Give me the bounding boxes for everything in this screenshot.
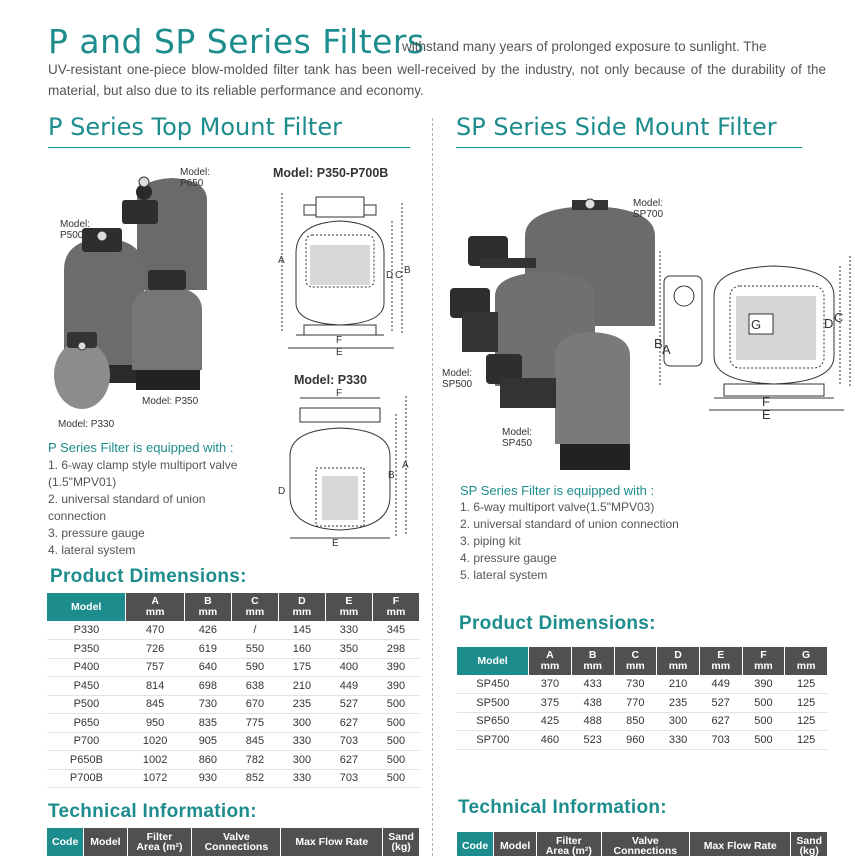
table-cell: 527	[325, 695, 372, 714]
tech-header: Valve Connections	[192, 828, 281, 856]
dims-header-name: D	[674, 649, 682, 661]
dims-header-name: G	[802, 649, 811, 661]
table-row	[47, 732, 420, 751]
p-equipped-title: P Series Filter is equipped with :	[48, 440, 234, 455]
table-cell: 500	[372, 695, 419, 714]
table-cell: 930	[184, 769, 231, 788]
table-cell: P700	[47, 732, 126, 751]
dims-header-name: C	[251, 595, 259, 607]
dims-header-unit: mm	[626, 660, 645, 672]
table-cell: P500	[47, 695, 126, 714]
p-series-product-photo	[52, 160, 262, 410]
table-cell: 330	[278, 769, 325, 788]
dims-header-a	[529, 647, 572, 675]
letter-b-2: B	[388, 470, 395, 481]
table-row	[457, 694, 828, 713]
table-cell: P650	[47, 714, 126, 733]
p-series-title: P Series Top Mount Filter	[48, 113, 342, 141]
table-cell: 460	[529, 731, 572, 750]
table-cell: 438	[571, 694, 614, 713]
table-cell: SP650	[457, 712, 529, 731]
table-cell: 1020	[126, 732, 184, 751]
table-cell: 125	[785, 731, 828, 750]
table-cell: 782	[231, 751, 278, 770]
letter-a-3: A	[662, 342, 671, 357]
sp-equipped-item: 4. pressure gauge	[460, 551, 557, 565]
p-dimensions-table	[47, 593, 420, 788]
table-cell: 860	[184, 751, 231, 770]
table-cell: 638	[231, 677, 278, 696]
table-row	[47, 751, 420, 770]
table-cell: 627	[699, 712, 742, 731]
table-cell: 160	[278, 640, 325, 659]
table-cell: 703	[325, 732, 372, 751]
dims-header-name: Model	[477, 654, 508, 667]
table-row	[47, 658, 420, 677]
sp-equipped-item: 5. lateral system	[460, 568, 548, 582]
letter-b-3: B	[654, 336, 663, 351]
table-cell: 845	[231, 732, 278, 751]
letter-f-2: F	[336, 388, 343, 399]
sp-tech-title: Technical Information:	[458, 797, 667, 818]
dims-header-unit: mm	[540, 660, 560, 672]
dims-header-name: F	[392, 595, 400, 607]
dims-header-f	[742, 647, 785, 675]
dims-header-d	[657, 647, 700, 675]
p-tech-table	[47, 828, 420, 856]
table-cell: 210	[278, 677, 325, 696]
table-cell: 619	[184, 640, 231, 659]
table-cell: 814	[126, 677, 184, 696]
dims-header-name: C	[631, 649, 640, 661]
table-cell: SP450	[457, 675, 529, 694]
dims-header-unit: mm	[796, 660, 816, 672]
tech-header: Filter Area (m²)	[537, 832, 602, 856]
letter-d-2: D	[278, 486, 286, 497]
table-cell: 300	[278, 714, 325, 733]
table-cell: 726	[126, 640, 184, 659]
letter-f-1: F	[336, 335, 343, 346]
table-cell: 775	[231, 714, 278, 733]
dims-header-name: B	[588, 649, 597, 661]
table-row	[47, 621, 420, 640]
table-cell: 433	[571, 675, 614, 694]
p-tech-title: Technical Information:	[48, 801, 257, 822]
table-cell: P350	[47, 640, 126, 659]
dims-header-unit: mm	[198, 606, 218, 618]
sp-dimensions-table	[457, 647, 828, 750]
p330-dimension-diagram	[276, 386, 416, 546]
p-dimensions-title: Product Dimensions:	[50, 566, 247, 587]
table-cell: 527	[699, 694, 742, 713]
dims-header-name: Model	[71, 600, 102, 613]
table-cell: 390	[372, 677, 419, 696]
table-cell: P400	[47, 658, 126, 677]
table-cell: SP700	[457, 731, 529, 750]
sp-tech-table	[457, 832, 828, 856]
table-cell: 500	[372, 714, 419, 733]
tech-header: Code	[457, 832, 494, 856]
table-cell: 330	[657, 731, 700, 750]
letter-d-1: D	[386, 270, 394, 281]
p-equipped-item: 4. lateral system	[48, 543, 136, 557]
p-equipped-list	[48, 457, 238, 559]
table-cell: P330	[47, 621, 126, 640]
table-cell: P450	[47, 677, 126, 696]
tech-header: Filter Area (m²)	[127, 828, 192, 856]
table-row	[457, 675, 828, 694]
dims-header-unit: mm	[339, 606, 359, 618]
dims-header-unit: mm	[386, 606, 406, 618]
dims-header-name: E	[345, 595, 353, 607]
table-cell: 125	[785, 675, 828, 694]
letter-e-3: E	[762, 407, 771, 422]
table-cell: 500	[742, 712, 785, 731]
diagram-p330-title: Model: P330	[294, 373, 367, 387]
p-equipped-item: 1. 6-way clamp style multiport valve (1.5"MPV01)	[48, 458, 238, 489]
dims-header-unit: mm	[754, 660, 773, 672]
letter-d-3: D	[824, 316, 834, 331]
table-cell: 500	[742, 731, 785, 750]
dims-header-d	[278, 593, 325, 621]
sp-series-title: SP Series Side Mount Filter	[456, 113, 777, 141]
label-p650: Model: P650	[180, 167, 211, 189]
table-cell: 125	[785, 712, 828, 731]
table-row	[47, 677, 420, 696]
tech-header: Sand (kg)	[383, 828, 420, 856]
dims-header-name: F	[760, 649, 767, 661]
diagram-p350-p700b-title: Model: P350-P700B	[273, 166, 389, 180]
table-cell: P700B	[47, 769, 126, 788]
dims-header-f	[372, 593, 419, 621]
table-cell: 500	[372, 732, 419, 751]
table-cell: 330	[325, 621, 372, 640]
table-row	[47, 769, 420, 788]
table-cell: 757	[126, 658, 184, 677]
table-row	[457, 712, 828, 731]
table-cell: 852	[231, 769, 278, 788]
table-row	[47, 640, 420, 659]
table-cell: 1072	[126, 769, 184, 788]
label-p350: Model: P350	[142, 396, 199, 407]
dims-header-c	[231, 593, 278, 621]
table-cell: 125	[785, 694, 828, 713]
sp-dimension-diagram	[654, 236, 854, 426]
table-cell: 703	[699, 731, 742, 750]
table-cell: 770	[614, 694, 657, 713]
tech-header: Max Flow Rate	[690, 832, 791, 856]
dims-header-model	[457, 647, 529, 675]
table-row	[47, 695, 420, 714]
dims-header-b	[571, 647, 614, 675]
column-divider	[432, 118, 433, 856]
table-cell: 500	[742, 694, 785, 713]
table-cell: 627	[325, 751, 372, 770]
table-cell: 390	[742, 675, 785, 694]
label-sp500: Model: SP500	[442, 368, 473, 390]
table-cell: 400	[325, 658, 372, 677]
dims-header-g	[785, 647, 828, 675]
tech-header: Max Flow Rate	[281, 828, 383, 856]
table-cell: P650B	[47, 751, 126, 770]
dims-header-unit: mm	[292, 606, 312, 618]
page-title: P and SP Series Filters	[48, 22, 425, 61]
letter-b-1: B	[404, 265, 411, 276]
label-p500: Model: P500	[60, 219, 91, 241]
table-cell: 470	[126, 621, 184, 640]
dims-header-name: A	[151, 595, 159, 607]
label-p330: Model: P330	[58, 419, 115, 430]
dims-header-unit: mm	[711, 660, 731, 672]
table-cell: 235	[278, 695, 325, 714]
dims-header-name: E	[717, 649, 725, 661]
table-cell: 425	[529, 712, 572, 731]
table-cell: 145	[278, 621, 325, 640]
dims-header-b	[184, 593, 231, 621]
table-cell: 590	[231, 658, 278, 677]
table-cell: 698	[184, 677, 231, 696]
dims-header-name: A	[546, 649, 554, 661]
dims-header-name: D	[298, 595, 306, 607]
dims-header-a	[126, 593, 184, 621]
table-cell: 330	[278, 732, 325, 751]
table-cell: 730	[614, 675, 657, 694]
table-cell: 627	[325, 714, 372, 733]
sp-equipped-item: 1. 6-way multiport valve(1.5"MPV03)	[460, 500, 655, 514]
sp-series-product-photo	[440, 196, 660, 478]
sp-equipped-title: SP Series Filter is equipped with :	[460, 483, 655, 498]
intro-text-first-line: withstand many years of prolonged exposure to sunlight. The	[402, 39, 767, 54]
table-cell: 905	[184, 732, 231, 751]
table-cell: 426	[184, 621, 231, 640]
table-row	[457, 731, 828, 750]
table-cell: 950	[126, 714, 184, 733]
table-cell: 298	[372, 640, 419, 659]
table-cell: 449	[325, 677, 372, 696]
table-cell: 550	[231, 640, 278, 659]
table-cell: 670	[231, 695, 278, 714]
label-sp450: Model: SP450	[502, 427, 533, 449]
dims-header-unit: mm	[583, 660, 602, 672]
table-cell: 1002	[126, 751, 184, 770]
dims-header-e	[699, 647, 742, 675]
intro-text: UV-resistant one-piece blow-molded filter tank has been well-received by the industry, not only because of the durability of the material, but also due to its reliable performance and economy.	[48, 62, 826, 98]
sp-dimensions-title: Product Dimensions:	[459, 613, 656, 634]
table-row	[47, 714, 420, 733]
table-cell: SP500	[457, 694, 529, 713]
table-cell: 350	[325, 640, 372, 659]
table-cell: 850	[614, 712, 657, 731]
label-sp700: Model: SP700	[633, 198, 664, 220]
p350-p700b-dimension-diagram	[276, 183, 416, 355]
table-cell: 500	[372, 769, 419, 788]
table-cell: 500	[372, 751, 419, 770]
tech-header: Model	[84, 828, 127, 856]
tech-header: Valve Connections	[601, 832, 690, 856]
table-cell: 523	[571, 731, 614, 750]
table-cell: 488	[571, 712, 614, 731]
letter-f-3: F	[762, 394, 770, 409]
table-cell: 175	[278, 658, 325, 677]
dims-header-unit: mm	[245, 606, 265, 618]
table-cell: 835	[184, 714, 231, 733]
table-cell: 300	[657, 712, 700, 731]
sp-series-underline	[456, 147, 802, 148]
tech-header: Sand (kg)	[791, 832, 828, 856]
table-cell: 370	[529, 675, 572, 694]
dims-header-model	[47, 593, 126, 621]
table-cell: 960	[614, 731, 657, 750]
table-cell: 375	[529, 694, 572, 713]
table-cell: 300	[278, 751, 325, 770]
table-cell: 449	[699, 675, 742, 694]
dims-header-unit: mm	[145, 606, 165, 618]
dims-header-c	[614, 647, 657, 675]
dims-header-e	[325, 593, 372, 621]
tech-header: Model	[494, 832, 537, 856]
p-equipped-item: 2. universal standard of union connection	[48, 492, 206, 523]
table-cell: 730	[184, 695, 231, 714]
letter-g-3: G	[751, 317, 762, 332]
letter-a-1: A	[278, 255, 285, 266]
table-cell: 210	[657, 675, 700, 694]
table-cell: 845	[126, 695, 184, 714]
letter-a-2: A	[402, 460, 409, 471]
letter-e-1: E	[336, 347, 343, 355]
table-cell: 640	[184, 658, 231, 677]
sp-equipped-item: 2. universal standard of union connection	[460, 517, 679, 531]
letter-c-3: C	[834, 310, 844, 325]
p-equipped-item: 3. pressure gauge	[48, 526, 145, 540]
table-cell: 703	[325, 769, 372, 788]
sp-equipped-item: 3. piping kit	[460, 534, 521, 548]
dims-header-unit: mm	[668, 660, 688, 672]
letter-c-1: C	[395, 270, 403, 281]
tech-header: Code	[47, 828, 84, 856]
p-series-underline	[48, 147, 410, 148]
dims-header-name: B	[204, 595, 212, 607]
table-cell: 345	[372, 621, 419, 640]
table-cell: /	[231, 621, 278, 640]
letter-e-2: E	[332, 538, 339, 546]
table-cell: 390	[372, 658, 419, 677]
table-cell: 235	[657, 694, 700, 713]
sp-equipped-list	[460, 499, 760, 584]
